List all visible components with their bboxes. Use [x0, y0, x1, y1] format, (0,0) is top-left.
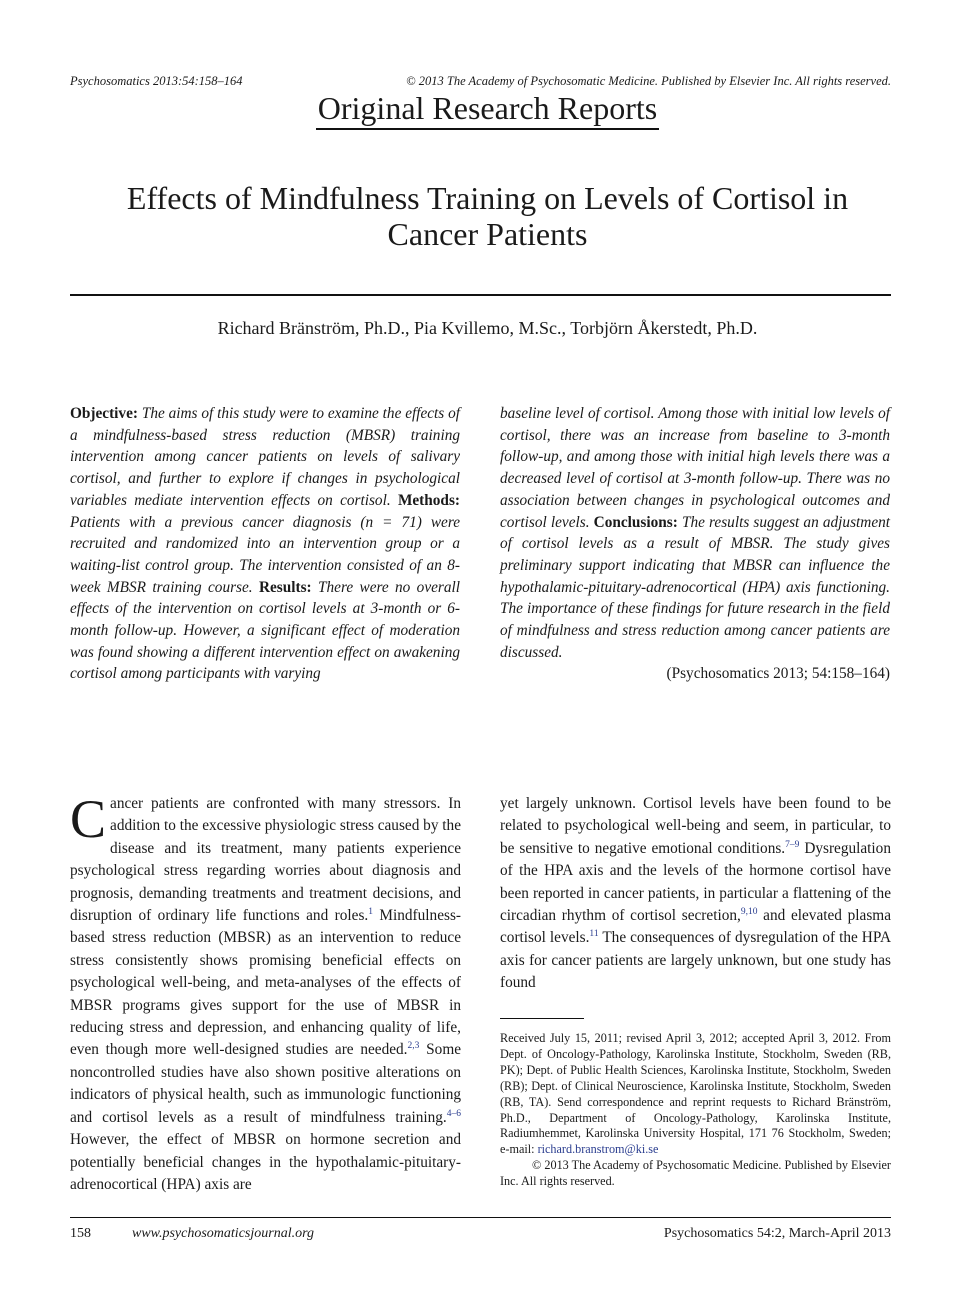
journal-issue: Psychosomatics 54:2, March-April 2013	[663, 1226, 891, 1241]
objective-label: Objective:	[70, 405, 138, 422]
results-label: Results:	[258, 578, 312, 596]
conclusions-text: The results suggest an adjustment of cortisol levels as a result of MBSR. The study gives preliminary support indicating that MBSR can influence the hypothalamic-pituitary-adrenocortical (HPA) axis functioning. The importance of these findings for future research in the field of mindfulness and stress reduction among cancer patients are discussed.	[500, 513, 891, 661]
methods-text: Patients with a previous cancer diagnosis (n = 71) were recruited and randomized into an intervention group or a waiting-list control group. The intervention consisted of an 8-week MBSR training course.	[70, 513, 460, 596]
article-footnote	[500, 1031, 891, 1190]
body-text: Mindfulness-based stress reduction (MBSR) as an intervention to reduce stress consistently shows promising beneficial effects on psychological well-being, and meta-analyses of the effects of MBSR programs gives support for the use of MBSR in reducing stress and depression, and enhancing quality of life, even though more well-designed studies are needed.	[70, 907, 461, 1059]
methods-label: Methods:	[397, 491, 460, 509]
results-text-right: baseline level of cortisol. Among those with initial low levels of cortisol, there was an increase from baseline to 3-month follow-up, and among those with initial high levels there was a decreased level of cortisol at 3-month follow-up. There was no association between changes in psychological outcomes and cortisol levels.	[500, 405, 890, 531]
objective-text: The aims of this study were to examine the effects of a mindfulness-based stress reduction (MBSR) training intervention among cancer patients on levels of salivary cortisol, and further to explore if changes in psychological variables mediate intervention effects on cortisol.	[70, 405, 461, 509]
footnote-divider	[500, 1018, 584, 1019]
running-header-citation: Psychosomatics 2013:54:158–164	[70, 74, 243, 88]
reference-link[interactable]: 9,10	[740, 907, 758, 918]
reference-link[interactable]: 7–9	[785, 839, 800, 850]
body-column-left	[70, 789, 462, 1196]
reference-link[interactable]: 4–6	[446, 1108, 461, 1119]
title-divider	[70, 294, 891, 296]
section-heading-text: Original Research Reports	[316, 90, 659, 130]
email-link[interactable]: richard.branstrom@ki.se	[537, 1142, 659, 1157]
reference-link[interactable]: 1	[368, 907, 373, 918]
article-title: Effects of Mindfulness Training on Levels of Cortisol in Cancer Patients	[126, 180, 849, 252]
reference-link[interactable]: 11	[589, 929, 599, 940]
conclusions-label: Conclusions:	[593, 513, 678, 531]
footer-divider	[70, 1217, 891, 1218]
reference-link[interactable]: 2,3	[407, 1041, 420, 1052]
body-text: Dysregulation of the HPA axis and the levels of the hormone cortisol have been reported in cancer patients, in particular a flattening of the circadian rhythm of cortisol secretion,	[500, 839, 891, 925]
body-column-right	[500, 793, 891, 995]
body-text: The consequences of dysregulation of the HPA axis for cancer patients are largely unknown, but one study has found	[500, 929, 891, 992]
footnote-copyright: © 2013 The Academy of Psychosomatic Medicine. Published by Elsevier Inc. All rights reserved.	[500, 1158, 891, 1189]
abstract-column-right	[500, 403, 890, 685]
abstract-column-left	[70, 403, 460, 685]
journal-url-link[interactable]: www.psychosomaticsjournal.org	[132, 1226, 315, 1241]
running-header-copyright: © 2013 The Academy of Psychosomatic Medicine. Published by Elsevier Inc. All rights reserved.	[406, 74, 891, 88]
abstract-citation: (Psychosomatics 2013; 54:158–164)	[666, 665, 890, 683]
body-text: Some noncontrolled studies have also shown positive alterations on indicators of physical health, such as immunologic functioning and cortisol levels as a result of mindfulness training.	[70, 1041, 462, 1126]
body-text: and elevated plasma cortisol levels.	[500, 907, 891, 947]
footnote-text: Received July 15, 2011; revised April 3, 2012; accepted April 3, 2012. From Dept. of Oncology-Pathology, Karolinska Institute, Stockholm, Sweden (RB, PK); Dept. of Public Health Sciences, Karolinska Institute, Stockholm, Sweden (RB); Dept. of Clinical Neuroscience, Karolinska Institute, Stockholm, Sweden (RB, TA). Send correspondence and reprint requests to Richard Bränström, Ph.D., Department of Oncology-Pathology, Karolinska Institute, Radiumhemmet, Karolinska University Hospital, 171 76 Stockholm, Sweden; e-mail:	[500, 1031, 891, 1157]
section-heading	[0, 90, 975, 127]
page-number: 158	[70, 1226, 91, 1241]
drop-cap: C	[70, 789, 107, 849]
body-text: yet largely unknown. Cortisol levels have been found to be related to psychological well-being and seem, in particular, to be sensitive to negative emotional conditions.	[500, 795, 891, 857]
body-text: ancer patients are confronted with many stressors. In addition to the excessive physiologic stress caused by the disease and its treatment, many patients experience psychological stress regarding worries about diagnosis and prognosis, demanding treatments and treatment decisions, and disruption of ordinary life functions and roles.	[70, 795, 461, 925]
body-text: However, the effect of MBSR on hormone secretion and potentially beneficial changes in the hypothalamic-pituitary-adrenocortical (HPA) axis are	[70, 1131, 461, 1193]
author-list: Richard Bränström, Ph.D., Pia Kvillemo, M.Sc., Torbjörn Åkerstedt, Ph.D.	[217, 318, 758, 338]
results-text-left: There were no overall effects of the intervention on cortisol levels at 3-month or 6-month follow-up. However, a significant effect of moderation was found showing a different intervention effect on awakening cortisol among participants with varying	[70, 578, 460, 683]
